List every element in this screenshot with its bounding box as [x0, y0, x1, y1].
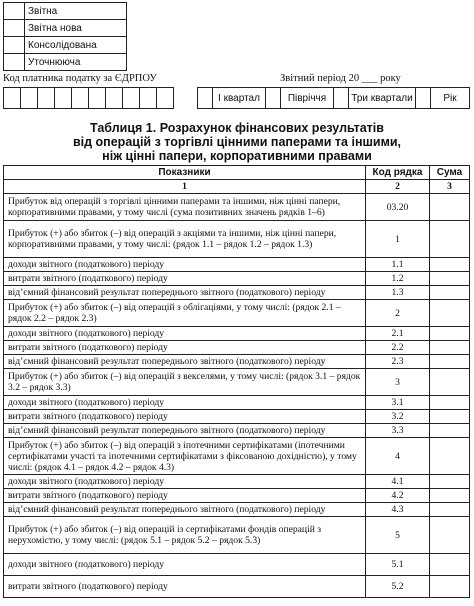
indicator-text: витрати звітного (податкового) періоду: [4, 341, 366, 355]
sum-input-cell[interactable]: [430, 327, 470, 341]
sum-input-cell[interactable]: [430, 410, 470, 424]
title-line: від операцій з торгівлі цінними паперами та іншими,: [72, 135, 402, 149]
table-row: [4, 554, 470, 576]
report-type-checkbox[interactable]: [4, 54, 25, 71]
row-code: 03.20: [366, 194, 430, 221]
indicator-text: Прибуток (+) або збиток (–) від операцій з іпотечними сертифікатами (іпотечними сертифікатами участі та іпотечними сертифікатами з фіксованою дохідністю), у тому числі: (рядок 4.1 – рядок 4.2 – рядок 4.3): [4, 438, 366, 475]
table-row: [4, 341, 470, 355]
row-code: 4.2: [366, 489, 430, 503]
sum-input-cell[interactable]: [430, 554, 470, 576]
indicator-text: Прибуток (+) або збиток (–) від операцій з акціями та іншими, ніж цінні папери, корпоративними правами, у тому числі: (рядок 1.1 – рядок 1.2 – рядок 1.3): [4, 221, 366, 258]
table-row: [4, 327, 470, 341]
table-row: [4, 475, 470, 489]
row-code: 1: [366, 221, 430, 258]
sum-input-cell[interactable]: [430, 517, 470, 554]
row-code: 3.1: [366, 396, 430, 410]
sum-input-cell[interactable]: [430, 221, 470, 258]
row-code: 2.3: [366, 355, 430, 369]
header-number: 2: [366, 180, 430, 194]
row-code: 2.1: [366, 327, 430, 341]
indicator-text: Прибуток (+) або збиток (–) від операцій з векселями, у тому числі: (рядок 3.1 – рядок 3.2 – рядок 3.3): [4, 369, 366, 396]
period-option-year: Рік: [431, 88, 470, 109]
row-code: 5: [366, 517, 430, 554]
report-type-label: Уточнююча: [25, 54, 127, 71]
header-number: 1: [4, 180, 366, 194]
period-option-q1: І квартал: [213, 88, 266, 109]
row-code: 3.2: [366, 410, 430, 424]
report-type-label: Консолідована: [25, 37, 127, 54]
report-type-label: Звітна: [25, 3, 127, 20]
table-row: [4, 503, 470, 517]
table-title: [0, 121, 474, 163]
row-code: 4.1: [366, 475, 430, 489]
indicator-text: від’ємний фінансовий результат попереднього звітного (податкового) періоду: [4, 286, 366, 300]
sum-input-cell[interactable]: [430, 424, 470, 438]
sum-input-cell[interactable]: [430, 576, 470, 598]
table-row: [4, 300, 470, 327]
table-row: [4, 396, 470, 410]
code-cell[interactable]: [55, 88, 72, 109]
indicator-text: доходи звітного (податкового) періоду: [4, 327, 366, 341]
code-cell[interactable]: [4, 88, 21, 109]
sum-input-cell[interactable]: [430, 258, 470, 272]
code-cell[interactable]: [106, 88, 123, 109]
indicator-text: від’ємний фінансовий результат попереднього звітного (податкового) періоду: [4, 424, 366, 438]
table-row: [4, 194, 470, 221]
table-row: [4, 410, 470, 424]
report-type-checkbox[interactable]: [4, 20, 25, 37]
row-code: 1.3: [366, 286, 430, 300]
indicator-text: доходи звітного (податкового) періоду: [4, 396, 366, 410]
period-label: Звітний період 20 ___ року: [280, 73, 401, 84]
row-code: 5.1: [366, 554, 430, 576]
table-row: [4, 369, 470, 396]
period-checkbox[interactable]: [334, 88, 349, 109]
header-sum: Сума: [430, 166, 470, 180]
indicator-text: Прибуток (+) або збиток (–) від операцій з облігаціями, у тому числі: (рядок 2.1 – рядок 2.2 – рядок 2.3): [4, 300, 366, 327]
title-line: ніж цінні папери, корпоративними правами: [102, 149, 372, 163]
header-row-code: Код рядка: [366, 166, 430, 180]
sum-input-cell[interactable]: [430, 272, 470, 286]
row-code: 1.1: [366, 258, 430, 272]
period-checkbox[interactable]: [416, 88, 431, 109]
table-row: [4, 272, 470, 286]
indicator-text: від’ємний фінансовий результат попереднього звітного (податкового) періоду: [4, 503, 366, 517]
indicator-text: витрати звітного (податкового) періоду: [4, 576, 366, 598]
row-code: 4.3: [366, 503, 430, 517]
table-row: [4, 424, 470, 438]
indicator-text: доходи звітного (податкового) періоду: [4, 475, 366, 489]
indicator-text: доходи звітного (податкового) періоду: [4, 554, 366, 576]
taxpayer-code-label: Код платника податку за ЄДРПОУ: [3, 73, 157, 84]
sum-input-cell[interactable]: [430, 489, 470, 503]
indicator-text: витрати звітного (податкового) періоду: [4, 489, 366, 503]
table-row: [4, 576, 470, 598]
indicator-text: витрати звітного (податкового) періоду: [4, 410, 366, 424]
sum-input-cell[interactable]: [430, 438, 470, 475]
report-type-label: Звітна нова: [25, 20, 127, 37]
indicator-text: від’ємний фінансовий результат попереднього звітного (податкового) періоду: [4, 355, 366, 369]
code-cell[interactable]: [140, 88, 157, 109]
row-code: 2.2: [366, 341, 430, 355]
sum-input-cell[interactable]: [430, 475, 470, 489]
row-code: 2: [366, 300, 430, 327]
taxpayer-code-cells[interactable]: [3, 87, 174, 109]
table-row: [4, 221, 470, 258]
table-row: [4, 286, 470, 300]
table-row: [4, 355, 470, 369]
table-row: [4, 258, 470, 272]
indicator-text: Прибуток (+) або збиток (–) від операцій із сертифікатами фондів операцій з нерухомістю, у тому числі: (рядок 5.1 – рядок 5.2 – рядок 5.3): [4, 517, 366, 554]
report-type-table: [3, 2, 127, 71]
row-code: 5.2: [366, 576, 430, 598]
period-option-half: Півріччя: [281, 88, 334, 109]
sum-input-cell[interactable]: [430, 286, 470, 300]
row-code: 1.2: [366, 272, 430, 286]
sum-input-cell[interactable]: [430, 194, 470, 221]
code-cell[interactable]: [89, 88, 106, 109]
header-number: 3: [430, 180, 470, 194]
period-checkbox[interactable]: [266, 88, 281, 109]
table-row: [4, 489, 470, 503]
row-code: 3.3: [366, 424, 430, 438]
indicator-text: витрати звітного (податкового) періоду: [4, 272, 366, 286]
period-checkbox[interactable]: [198, 88, 213, 109]
code-cell[interactable]: [72, 88, 89, 109]
code-cell[interactable]: [123, 88, 140, 109]
title-line: Таблиця 1. Розрахунок фінансових результатів: [90, 121, 384, 135]
indicator-text: Прибуток від операцій з торгівлі цінними паперами та іншими, ніж цінні папери, корпоративними правами, у тому числі (сума позитивних значень рядків 1–6): [4, 194, 366, 221]
code-cell[interactable]: [38, 88, 55, 109]
indicator-text: доходи звітного (податкового) періоду: [4, 258, 366, 272]
code-cell[interactable]: [21, 88, 38, 109]
header-indicators: Показники: [4, 166, 366, 180]
report-type-checkbox[interactable]: [4, 37, 25, 54]
period-option-9m: Три квартали: [349, 88, 416, 109]
report-type-checkbox[interactable]: [4, 3, 25, 20]
financial-results-table: [3, 165, 470, 598]
sum-input-cell[interactable]: [430, 503, 470, 517]
code-cell[interactable]: [157, 88, 174, 109]
sum-input-cell[interactable]: [430, 341, 470, 355]
sum-input-cell[interactable]: [430, 355, 470, 369]
table-row: [4, 438, 470, 475]
row-code: 4: [366, 438, 430, 475]
sum-input-cell[interactable]: [430, 369, 470, 396]
sum-input-cell[interactable]: [430, 396, 470, 410]
table-row: [4, 517, 470, 554]
period-selector: [197, 87, 470, 109]
sum-input-cell[interactable]: [430, 300, 470, 327]
row-code: 3: [366, 369, 430, 396]
